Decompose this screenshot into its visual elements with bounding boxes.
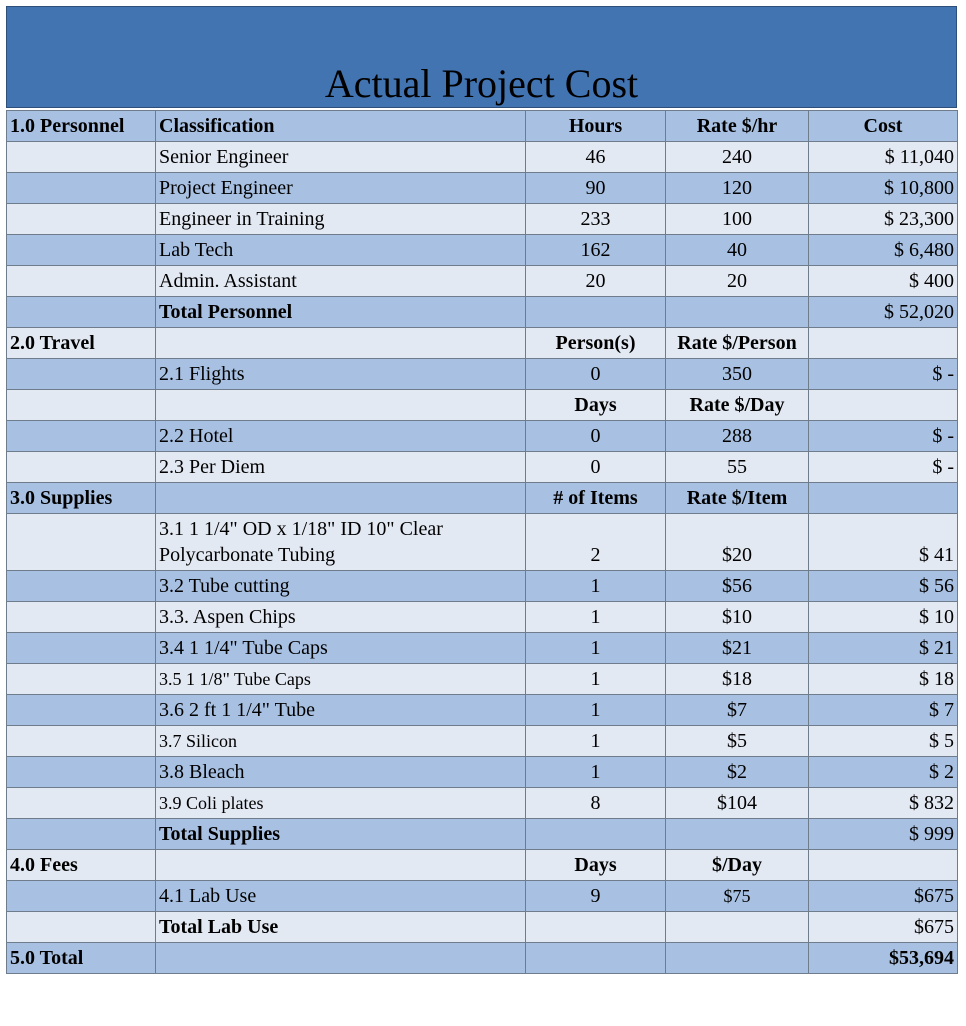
cell[interactable]: $10 <box>666 602 809 633</box>
cell[interactable]: $ 11,040 <box>809 142 958 173</box>
cell[interactable] <box>7 571 156 602</box>
cell[interactable] <box>156 943 526 974</box>
cell[interactable]: 2.2 Hotel <box>156 421 526 452</box>
cell[interactable] <box>156 390 526 421</box>
cell[interactable]: 3.3. Aspen Chips <box>156 602 526 633</box>
cell[interactable]: $18 <box>666 664 809 695</box>
cell[interactable]: Engineer in Training <box>156 204 526 235</box>
table-row <box>7 881 958 912</box>
section-label[interactable]: 3.0 Supplies <box>7 483 156 514</box>
cell[interactable]: 46 <box>526 142 666 173</box>
cell[interactable]: 1 <box>526 633 666 664</box>
cell[interactable] <box>666 297 809 328</box>
cell[interactable]: 1 <box>526 695 666 726</box>
cell[interactable] <box>7 421 156 452</box>
cell[interactable]: 3.9 Coli plates <box>156 788 526 819</box>
cell[interactable] <box>7 173 156 204</box>
cell[interactable]: $ 832 <box>809 788 958 819</box>
cell[interactable]: Lab Tech <box>156 235 526 266</box>
column-header[interactable]: Days <box>526 850 666 881</box>
cell[interactable]: 1 <box>526 726 666 757</box>
cell[interactable] <box>156 850 526 881</box>
cell[interactable] <box>7 912 156 943</box>
cell[interactable]: 1 <box>526 664 666 695</box>
cell[interactable]: 1 <box>526 757 666 788</box>
cell[interactable] <box>7 788 156 819</box>
table-row <box>7 204 958 235</box>
cell[interactable]: 3.2 Tube cutting <box>156 571 526 602</box>
cell[interactable]: 3.6 2 ft 1 1/4" Tube <box>156 695 526 726</box>
column-header[interactable]: Rate $/Person <box>666 328 809 359</box>
cell[interactable] <box>7 452 156 483</box>
grand-total-row <box>7 943 958 974</box>
cell[interactable] <box>526 819 666 850</box>
section-label[interactable]: 1.0 Personnel <box>7 111 156 142</box>
total-label[interactable]: Total Lab Use <box>156 912 526 943</box>
cell[interactable]: 0 <box>526 452 666 483</box>
cell[interactable]: 350 <box>666 359 809 390</box>
cell[interactable] <box>809 850 958 881</box>
cell[interactable]: $ - <box>809 421 958 452</box>
cell[interactable] <box>666 819 809 850</box>
title-bar <box>6 6 957 108</box>
cell[interactable]: 100 <box>666 204 809 235</box>
cell[interactable] <box>7 819 156 850</box>
travel-header-row <box>7 328 958 359</box>
supplies-total-row <box>7 819 958 850</box>
cell[interactable]: 2.1 Flights <box>156 359 526 390</box>
cell[interactable]: $ 41 <box>809 514 958 571</box>
cell[interactable]: $2 <box>666 757 809 788</box>
cell[interactable] <box>526 912 666 943</box>
cell[interactable]: $7 <box>666 695 809 726</box>
cell[interactable] <box>7 881 156 912</box>
cell[interactable]: 0 <box>526 359 666 390</box>
cell[interactable]: 3.7 Silicon <box>156 726 526 757</box>
table-row <box>7 571 958 602</box>
cell[interactable]: $ 18 <box>809 664 958 695</box>
cell[interactable] <box>7 726 156 757</box>
cell[interactable] <box>156 328 526 359</box>
table-row <box>7 664 958 695</box>
cell[interactable]: 20 <box>666 266 809 297</box>
cell[interactable] <box>666 943 809 974</box>
cell[interactable]: Project Engineer <box>156 173 526 204</box>
table-row <box>7 142 958 173</box>
personnel-header-row <box>7 111 958 142</box>
cell[interactable]: $75 <box>666 881 809 912</box>
grand-total-cost[interactable]: $53,694 <box>809 943 958 974</box>
sheet-title: Actual Project Cost <box>324 61 639 106</box>
cell[interactable]: $ 2 <box>809 757 958 788</box>
table-row <box>7 421 958 452</box>
cell[interactable] <box>7 390 156 421</box>
column-header[interactable]: Rate $/hr <box>666 111 809 142</box>
cell[interactable]: $ 10,800 <box>809 173 958 204</box>
table-row <box>7 173 958 204</box>
cell[interactable]: 20 <box>526 266 666 297</box>
cell[interactable]: 1 <box>526 602 666 633</box>
column-header[interactable]: $/Day <box>666 850 809 881</box>
cell[interactable] <box>7 235 156 266</box>
column-header[interactable]: Person(s) <box>526 328 666 359</box>
cell[interactable]: $ - <box>809 452 958 483</box>
cell[interactable]: 55 <box>666 452 809 483</box>
section-label[interactable]: 2.0 Travel <box>7 328 156 359</box>
total-cost[interactable]: $ 999 <box>809 819 958 850</box>
cell[interactable]: $ 400 <box>809 266 958 297</box>
travel-subheader-row <box>7 390 958 421</box>
total-cost[interactable]: $675 <box>809 912 958 943</box>
cell[interactable]: $ - <box>809 359 958 390</box>
cell[interactable] <box>666 912 809 943</box>
cell[interactable]: $ 23,300 <box>809 204 958 235</box>
fees-header-row <box>7 850 958 881</box>
cell[interactable]: 3.5 1 1/8" Tube Caps <box>156 664 526 695</box>
table-row <box>7 726 958 757</box>
cell[interactable]: $ 5 <box>809 726 958 757</box>
cell[interactable]: 1 <box>526 571 666 602</box>
cell[interactable] <box>809 483 958 514</box>
section-label[interactable]: 5.0 Total <box>7 943 156 974</box>
cell[interactable]: 2 <box>526 514 666 571</box>
table-row <box>7 266 958 297</box>
cell[interactable]: $5 <box>666 726 809 757</box>
table-row <box>7 602 958 633</box>
cell[interactable]: $56 <box>666 571 809 602</box>
supplies-header-row <box>7 483 958 514</box>
cell[interactable] <box>7 757 156 788</box>
table-row <box>7 235 958 266</box>
cell[interactable]: 0 <box>526 421 666 452</box>
cell[interactable] <box>7 664 156 695</box>
cell[interactable]: $104 <box>666 788 809 819</box>
table-row <box>7 788 958 819</box>
cell[interactable] <box>7 514 156 571</box>
cell[interactable]: $21 <box>666 633 809 664</box>
cell[interactable] <box>7 602 156 633</box>
column-header[interactable]: Hours <box>526 111 666 142</box>
total-cost[interactable]: $ 52,020 <box>809 297 958 328</box>
cell[interactable] <box>526 297 666 328</box>
cell[interactable] <box>156 483 526 514</box>
cell[interactable]: $ 7 <box>809 695 958 726</box>
cell[interactable]: 240 <box>666 142 809 173</box>
table-row <box>7 633 958 664</box>
column-header[interactable]: Rate $/Item <box>666 483 809 514</box>
cell[interactable] <box>809 390 958 421</box>
cell[interactable]: 3.1 1 1/4" OD x 1/18" ID 10" Clear Polycarbonate Tubing <box>156 514 526 571</box>
cell[interactable]: Admin. Assistant <box>156 266 526 297</box>
cell[interactable] <box>526 943 666 974</box>
cell[interactable]: 8 <box>526 788 666 819</box>
cell[interactable] <box>7 633 156 664</box>
cell[interactable]: $675 <box>809 881 958 912</box>
column-header[interactable]: Days <box>526 390 666 421</box>
personnel-total-row <box>7 297 958 328</box>
cell[interactable]: $ 6,480 <box>809 235 958 266</box>
total-label[interactable]: Total Supplies <box>156 819 526 850</box>
table-row <box>7 452 958 483</box>
cell[interactable]: 9 <box>526 881 666 912</box>
table-row <box>7 757 958 788</box>
cell[interactable]: 162 <box>526 235 666 266</box>
cell[interactable] <box>7 695 156 726</box>
column-header[interactable]: Classification <box>156 111 526 142</box>
cell[interactable] <box>7 266 156 297</box>
cell[interactable]: 40 <box>666 235 809 266</box>
cell[interactable]: 233 <box>526 204 666 235</box>
column-header[interactable]: Rate $/Day <box>666 390 809 421</box>
column-header[interactable]: # of Items <box>526 483 666 514</box>
cell[interactable]: $ 21 <box>809 633 958 664</box>
cell[interactable]: Senior Engineer <box>156 142 526 173</box>
section-label[interactable]: 4.0 Fees <box>7 850 156 881</box>
cell[interactable] <box>809 328 958 359</box>
table-row <box>7 359 958 390</box>
cell[interactable]: $ 10 <box>809 602 958 633</box>
cell[interactable] <box>7 297 156 328</box>
cell[interactable]: 3.4 1 1/4" Tube Caps <box>156 633 526 664</box>
cell[interactable]: 120 <box>666 173 809 204</box>
cell[interactable]: 288 <box>666 421 809 452</box>
cost-table <box>6 110 958 974</box>
cell[interactable] <box>7 359 156 390</box>
column-header[interactable]: Cost <box>809 111 958 142</box>
cell[interactable] <box>7 142 156 173</box>
cell[interactable]: $ 56 <box>809 571 958 602</box>
cell[interactable] <box>7 204 156 235</box>
cell[interactable]: 3.8 Bleach <box>156 757 526 788</box>
cell[interactable]: 2.3 Per Diem <box>156 452 526 483</box>
cell[interactable]: 90 <box>526 173 666 204</box>
cell[interactable]: $20 <box>666 514 809 571</box>
cell[interactable]: 4.1 Lab Use <box>156 881 526 912</box>
table-row <box>7 514 958 571</box>
total-label[interactable]: Total Personnel <box>156 297 526 328</box>
table-row <box>7 695 958 726</box>
fees-total-row <box>7 912 958 943</box>
